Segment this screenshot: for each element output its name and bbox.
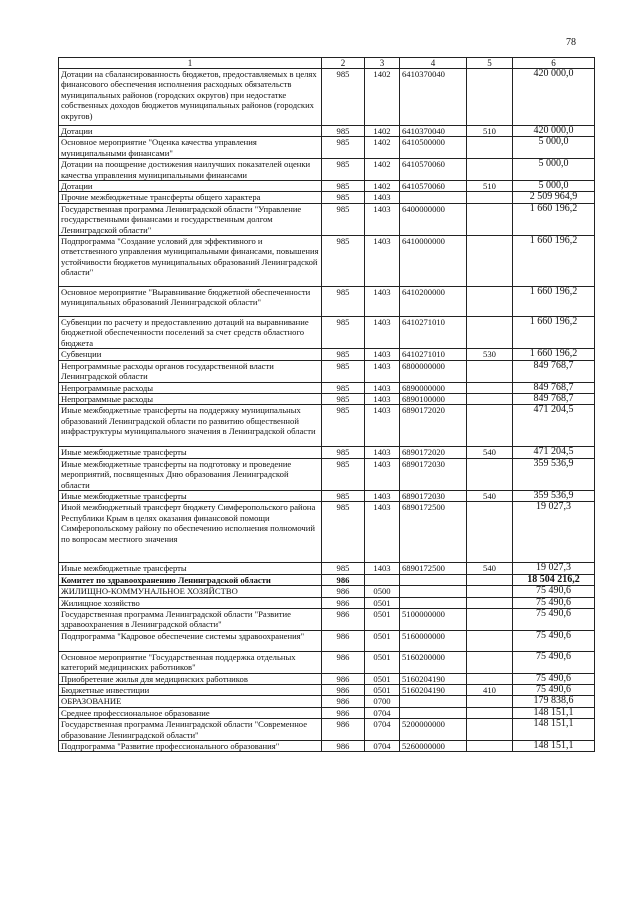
row-rzpr: 1403 xyxy=(365,563,400,574)
header-col-3: 3 xyxy=(365,58,400,69)
row-csr: 6890000000 xyxy=(400,382,467,393)
row-rzpr: 1403 xyxy=(365,393,400,404)
row-rzpr: 0501 xyxy=(365,630,400,651)
row-sum: 5 000,0 xyxy=(513,137,595,159)
row-csr: 5160204190 xyxy=(400,673,467,684)
table-row xyxy=(59,360,595,382)
row-csr xyxy=(400,574,467,585)
row-sum: 75 490,6 xyxy=(513,608,595,630)
row-vr xyxy=(467,393,513,404)
row-rzpr: 1402 xyxy=(365,126,400,137)
row-csr: 5160000000 xyxy=(400,630,467,651)
table-row xyxy=(59,287,595,317)
row-vr xyxy=(467,597,513,608)
table-row xyxy=(59,405,595,447)
row-name: Основное мероприятие "Оценка качества управления муниципальными финансами" xyxy=(59,137,322,159)
row-vr xyxy=(467,696,513,707)
row-grbs: 986 xyxy=(322,685,365,696)
row-grbs: 985 xyxy=(322,447,365,458)
row-csr: 6410200000 xyxy=(400,287,467,317)
row-grbs: 985 xyxy=(322,287,365,317)
row-rzpr: 1403 xyxy=(365,458,400,490)
row-name: Субвенции по расчету и предоставлению дотаций на выравнивание бюджетной обеспеченности поселений за счет средств областного бюджета xyxy=(59,317,322,349)
row-csr: 6410271010 xyxy=(400,349,467,360)
row-rzpr: 1403 xyxy=(365,317,400,349)
row-grbs: 986 xyxy=(322,651,365,673)
table-row xyxy=(59,69,595,126)
row-sum: 471 204,5 xyxy=(513,405,595,447)
row-csr: 5160200000 xyxy=(400,651,467,673)
row-sum: 75 490,6 xyxy=(513,586,595,597)
row-name: Дотации xyxy=(59,181,322,192)
row-rzpr: 1403 xyxy=(365,349,400,360)
row-name: ЖИЛИЩНО-КОММУНАЛЬНОЕ ХОЗЯЙСТВО xyxy=(59,586,322,597)
table-row xyxy=(59,382,595,393)
row-vr xyxy=(467,458,513,490)
row-sum: 420 000,0 xyxy=(513,69,595,126)
row-grbs: 986 xyxy=(322,741,365,752)
row-vr xyxy=(467,137,513,159)
row-name: Субвенции xyxy=(59,349,322,360)
row-name: Бюджетные инвестиции xyxy=(59,685,322,696)
row-vr: 540 xyxy=(467,563,513,574)
row-rzpr: 0700 xyxy=(365,696,400,707)
table-row xyxy=(59,317,595,349)
row-grbs: 985 xyxy=(322,69,365,126)
row-rzpr: 1402 xyxy=(365,69,400,126)
row-name: Иные межбюджетные трансферты xyxy=(59,563,322,574)
row-vr xyxy=(467,651,513,673)
row-name: Непрограммные расходы xyxy=(59,393,322,404)
row-name: Непрограммные расходы органов государственной власти Ленинградской области xyxy=(59,360,322,382)
table-row xyxy=(59,608,595,630)
row-vr xyxy=(467,741,513,752)
row-vr xyxy=(467,382,513,393)
table-row xyxy=(59,741,595,752)
row-grbs: 986 xyxy=(322,586,365,597)
row-grbs: 985 xyxy=(322,159,365,181)
row-name: Жилищное хозяйство xyxy=(59,597,322,608)
row-sum: 420 000,0 xyxy=(513,126,595,137)
row-rzpr: 1402 xyxy=(365,159,400,181)
table-row xyxy=(59,502,595,563)
row-name: Непрограммные расходы xyxy=(59,382,322,393)
row-vr: 510 xyxy=(467,181,513,192)
row-grbs: 986 xyxy=(322,696,365,707)
row-csr: 6410370040 xyxy=(400,69,467,126)
row-grbs: 985 xyxy=(322,360,365,382)
row-sum: 359 536,9 xyxy=(513,490,595,501)
row-sum: 1 660 196,2 xyxy=(513,317,595,349)
row-name: Иные межбюджетные трансферты xyxy=(59,490,322,501)
table-header-row xyxy=(59,58,595,69)
row-name: Подпрограмма "Развитие профессионального образования" xyxy=(59,741,322,752)
row-sum: 19 027,3 xyxy=(513,502,595,563)
row-grbs: 985 xyxy=(322,502,365,563)
row-sum: 148 151,1 xyxy=(513,707,595,718)
row-name: Государственная программа Ленинградской области "Управление государственными финансами и государственным долгом Ленинградской области" xyxy=(59,203,322,235)
page-number: 78 xyxy=(566,37,576,48)
row-csr: 6410370040 xyxy=(400,126,467,137)
row-name: Государственная программа Ленинградской области "Развитие здравоохранения в Ленинградской области" xyxy=(59,608,322,630)
header-col-6: 6 xyxy=(513,58,595,69)
table-row xyxy=(59,586,595,597)
table-row xyxy=(59,181,595,192)
header-col-4: 4 xyxy=(400,58,467,69)
row-sum: 148 151,1 xyxy=(513,741,595,752)
row-rzpr: 0501 xyxy=(365,597,400,608)
row-rzpr: 1402 xyxy=(365,137,400,159)
row-rzpr: 0501 xyxy=(365,673,400,684)
row-sum: 75 490,6 xyxy=(513,685,595,696)
table-row xyxy=(59,447,595,458)
row-name: Подпрограмма "Создание условий для эффективного и ответственного управления муниципальными финансами, повышения устойчивости бюджетов муниципальных образований Ленинградской области" xyxy=(59,236,322,287)
row-rzpr: 0501 xyxy=(365,651,400,673)
row-grbs: 985 xyxy=(322,349,365,360)
row-csr: 6890172030 xyxy=(400,490,467,501)
row-rzpr xyxy=(365,574,400,585)
row-vr xyxy=(467,317,513,349)
header-col-2: 2 xyxy=(322,58,365,69)
row-rzpr: 1403 xyxy=(365,192,400,203)
table-row xyxy=(59,685,595,696)
row-name: Дотации на поощрение достижения наилучших показателей оценки качества управления муниципальными финансами xyxy=(59,159,322,181)
row-csr: 6410570060 xyxy=(400,159,467,181)
row-grbs: 985 xyxy=(322,563,365,574)
row-rzpr: 0704 xyxy=(365,707,400,718)
row-rzpr: 1403 xyxy=(365,447,400,458)
table-row xyxy=(59,563,595,574)
row-rzpr: 1403 xyxy=(365,405,400,447)
row-grbs: 985 xyxy=(322,490,365,501)
row-vr xyxy=(467,707,513,718)
budget-table xyxy=(58,57,595,752)
row-csr: 6890172020 xyxy=(400,405,467,447)
table-row xyxy=(59,719,595,741)
row-grbs: 985 xyxy=(322,192,365,203)
row-csr: 6890100000 xyxy=(400,393,467,404)
row-vr xyxy=(467,673,513,684)
row-grbs: 986 xyxy=(322,719,365,741)
row-name: Иные межбюджетные трансферты xyxy=(59,447,322,458)
row-vr xyxy=(467,574,513,585)
row-csr: 5260000000 xyxy=(400,741,467,752)
row-csr: 6410271010 xyxy=(400,317,467,349)
table-row xyxy=(59,126,595,137)
row-grbs: 985 xyxy=(322,181,365,192)
row-sum: 359 536,9 xyxy=(513,458,595,490)
table-row xyxy=(59,236,595,287)
row-vr: 510 xyxy=(467,126,513,137)
row-csr: 5100000000 xyxy=(400,608,467,630)
row-sum: 18 504 216,2 xyxy=(513,574,595,585)
row-vr xyxy=(467,502,513,563)
row-sum: 75 490,6 xyxy=(513,673,595,684)
table-row xyxy=(59,673,595,684)
row-grbs: 985 xyxy=(322,393,365,404)
row-csr xyxy=(400,597,467,608)
row-grbs: 986 xyxy=(322,574,365,585)
row-vr xyxy=(467,360,513,382)
row-vr: 410 xyxy=(467,685,513,696)
row-rzpr: 0501 xyxy=(365,685,400,696)
row-grbs: 985 xyxy=(322,458,365,490)
row-vr xyxy=(467,586,513,597)
row-name: Подпрограмма "Кадровое обеспечение системы здравоохранения" xyxy=(59,630,322,651)
row-rzpr: 1403 xyxy=(365,236,400,287)
row-sum: 1 660 196,2 xyxy=(513,203,595,235)
row-sum: 75 490,6 xyxy=(513,597,595,608)
row-sum: 19 027,3 xyxy=(513,563,595,574)
row-grbs: 986 xyxy=(322,608,365,630)
row-name: Приобретение жилья для медицинских работников xyxy=(59,673,322,684)
row-name: Комитет по здравоохранению Ленинградской области xyxy=(59,574,322,585)
row-csr: 6800000000 xyxy=(400,360,467,382)
row-vr xyxy=(467,203,513,235)
row-grbs: 986 xyxy=(322,630,365,651)
row-sum: 471 204,5 xyxy=(513,447,595,458)
row-csr xyxy=(400,707,467,718)
row-csr: 6410570060 xyxy=(400,181,467,192)
row-vr: 530 xyxy=(467,349,513,360)
row-name: Прочие межбюджетные трансферты общего характера xyxy=(59,192,322,203)
row-rzpr: 0704 xyxy=(365,719,400,741)
row-name: Основное мероприятие "Выравнивание бюджетной обеспеченности муниципальных образований Ленинградской области" xyxy=(59,287,322,317)
row-vr xyxy=(467,236,513,287)
table-row xyxy=(59,192,595,203)
row-name: Основное мероприятие "Государственная поддержка отдельных категорий медицинских работников" xyxy=(59,651,322,673)
row-vr xyxy=(467,608,513,630)
row-grbs: 985 xyxy=(322,236,365,287)
row-rzpr: 1402 xyxy=(365,181,400,192)
row-rzpr: 1403 xyxy=(365,360,400,382)
table-row xyxy=(59,137,595,159)
row-name: Дотации на сбалансированность бюджетов, предоставляемых в целях финансового обеспечения исполнения расходных обязательств муниципальных районов (городских округов) при недостатке собственных доходов бюджетов муниципальных районов (городских округов) xyxy=(59,69,322,126)
row-name: Иные межбюджетные трансферты на поддержку муниципальных образований Ленинградской области по развитию общественной инфраструктуры муниципального значения в Ленинградской области xyxy=(59,405,322,447)
row-grbs: 985 xyxy=(322,382,365,393)
row-sum: 5 000,0 xyxy=(513,159,595,181)
row-sum: 849 768,7 xyxy=(513,382,595,393)
row-grbs: 985 xyxy=(322,203,365,235)
row-csr xyxy=(400,696,467,707)
table-row xyxy=(59,651,595,673)
row-sum: 5 000,0 xyxy=(513,181,595,192)
row-csr: 6400000000 xyxy=(400,203,467,235)
row-grbs: 985 xyxy=(322,126,365,137)
row-grbs: 985 xyxy=(322,405,365,447)
row-vr xyxy=(467,719,513,741)
row-csr: 5200000000 xyxy=(400,719,467,741)
table-row xyxy=(59,597,595,608)
table-row xyxy=(59,458,595,490)
row-csr: 6410000000 xyxy=(400,236,467,287)
table-row xyxy=(59,490,595,501)
row-vr: 540 xyxy=(467,490,513,501)
row-name: Иной межбюджетный трансферт бюджету Симферопольского района Республики Крым в целях оказания финансовой помощи Симферопольскому району по обеспечению исполнения полномочий по вопросам местного значения xyxy=(59,502,322,563)
row-rzpr: 0500 xyxy=(365,586,400,597)
row-rzpr: 1403 xyxy=(365,203,400,235)
row-sum: 1 660 196,2 xyxy=(513,349,595,360)
row-rzpr: 1403 xyxy=(365,502,400,563)
row-vr xyxy=(467,630,513,651)
row-vr xyxy=(467,192,513,203)
row-sum: 179 838,6 xyxy=(513,696,595,707)
row-sum: 849 768,7 xyxy=(513,393,595,404)
table-row xyxy=(59,574,595,585)
row-name: Среднее профессиональное образование xyxy=(59,707,322,718)
row-csr xyxy=(400,586,467,597)
row-csr: 5160204190 xyxy=(400,685,467,696)
row-rzpr: 0704 xyxy=(365,741,400,752)
table-row xyxy=(59,696,595,707)
table-row xyxy=(59,349,595,360)
row-sum: 1 660 196,2 xyxy=(513,287,595,317)
row-sum: 849 768,7 xyxy=(513,360,595,382)
row-sum: 2 509 964,9 xyxy=(513,192,595,203)
row-name: Дотации xyxy=(59,126,322,137)
table-row xyxy=(59,159,595,181)
table-row xyxy=(59,707,595,718)
row-vr: 540 xyxy=(467,447,513,458)
row-grbs: 985 xyxy=(322,317,365,349)
row-csr: 6890172030 xyxy=(400,458,467,490)
row-csr: 6890172500 xyxy=(400,563,467,574)
row-sum: 75 490,6 xyxy=(513,651,595,673)
row-name: Государственная программа Ленинградской области "Современное образование Ленинградской области" xyxy=(59,719,322,741)
row-name: Иные межбюджетные трансферты на подготовку и проведение мероприятий, посвященных Дню образования Ленинградской области xyxy=(59,458,322,490)
header-col-5: 5 xyxy=(467,58,513,69)
table-row xyxy=(59,393,595,404)
table-row xyxy=(59,630,595,651)
row-vr xyxy=(467,159,513,181)
row-csr: 6890172020 xyxy=(400,447,467,458)
row-sum: 1 660 196,2 xyxy=(513,236,595,287)
row-csr: 6410500000 xyxy=(400,137,467,159)
row-rzpr: 0501 xyxy=(365,608,400,630)
row-rzpr: 1403 xyxy=(365,490,400,501)
row-grbs: 986 xyxy=(322,673,365,684)
row-name: ОБРАЗОВАНИЕ xyxy=(59,696,322,707)
table-row xyxy=(59,203,595,235)
row-csr: 6890172500 xyxy=(400,502,467,563)
row-vr xyxy=(467,69,513,126)
row-rzpr: 1403 xyxy=(365,382,400,393)
row-sum: 75 490,6 xyxy=(513,630,595,651)
row-sum: 148 151,1 xyxy=(513,719,595,741)
row-csr xyxy=(400,192,467,203)
row-grbs: 986 xyxy=(322,597,365,608)
row-grbs: 986 xyxy=(322,707,365,718)
row-vr xyxy=(467,405,513,447)
row-grbs: 985 xyxy=(322,137,365,159)
header-col-1: 1 xyxy=(59,58,322,69)
row-vr xyxy=(467,287,513,317)
row-rzpr: 1403 xyxy=(365,287,400,317)
